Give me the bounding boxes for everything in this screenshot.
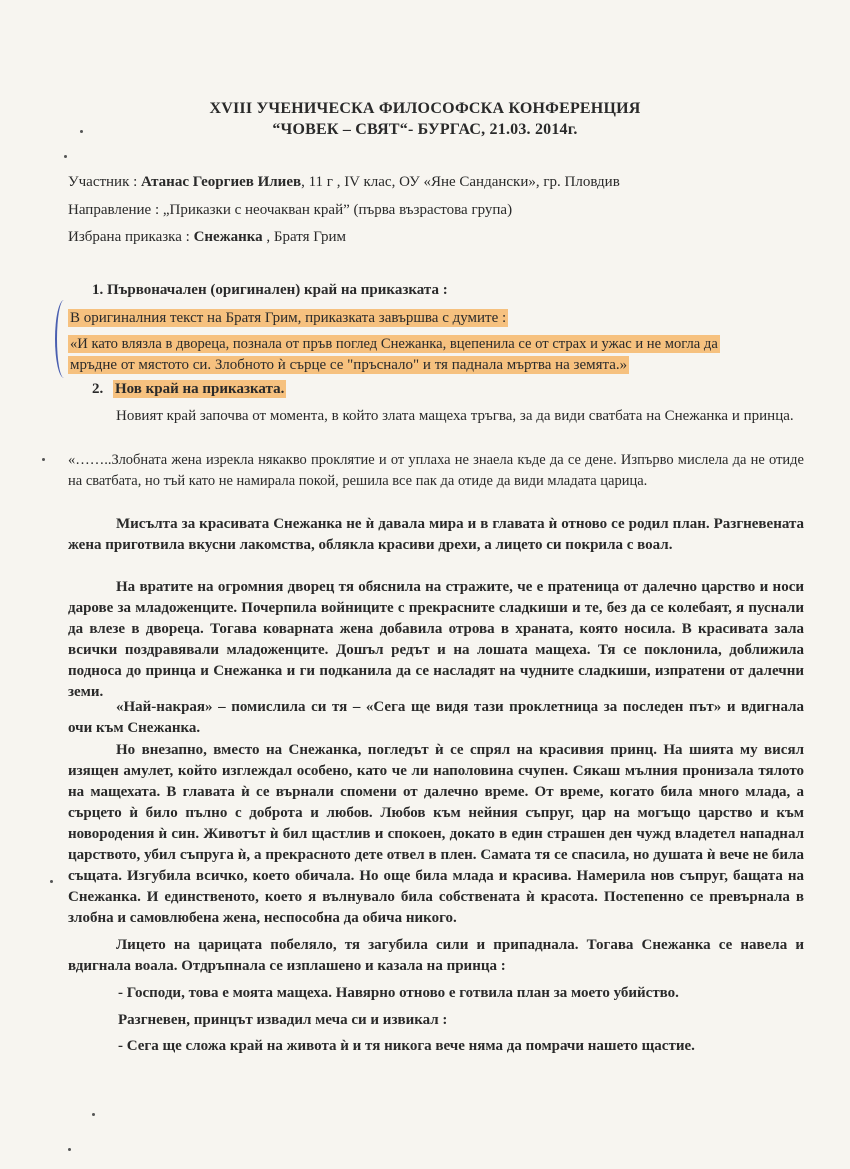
participant-line <box>68 174 620 191</box>
conference-title: XVIII УЧЕНИЧЕСКА ФИЛОСОФСКА КОНФЕРЕНЦИЯ <box>209 100 641 117</box>
section1-heading: 1. Първоначален (оригинален) край на приказката : <box>92 282 448 298</box>
original-quote-line2: мръдне от мястото си. Злобното ѝ сърце се "пръснало" и тя паднала мъртва на земята.» <box>70 357 628 373</box>
tale-label: Избрана приказка : <box>68 229 194 245</box>
tale-line <box>68 229 346 246</box>
paragraph-finally: «Най-накрая» – помислила си тя – «Сега ще видя тази проклетница за последен път» и вдигнала очи към Снежанка. <box>68 699 804 736</box>
section2-number: 2. <box>92 381 104 397</box>
paragraph-plan: Мисълта за красивата Снежанка не ѝ давала мира и в главата ѝ отново се родил план. Разгневената жена приготвила вкусни лакомства, облякла красиви дрехи, а лицето си покрила с воал. <box>68 516 804 553</box>
dialog-prince-narration: Разгневен, принцът извадил меча си и извикал : <box>118 1012 448 1028</box>
direction-line <box>68 202 512 219</box>
conference-subtitle: “ЧОВЕК – СВЯТ“- БУРГАС, 21.03. 2014г. <box>272 121 578 138</box>
section2-heading <box>92 381 286 398</box>
scan-speck <box>42 458 45 461</box>
dialog-snow-white: - Господи, това е моята мащеха. Навярно отново е готвила план за моето убийство. <box>118 985 679 1001</box>
original-quote-line1: «И като влязла в двореца, познала от пръв поглед Снежанка, вцепенила се от страх и ужас и не могла да <box>70 336 718 352</box>
section2-title: Нов край на приказката. <box>115 381 285 397</box>
dialog-prince: - Сега ще сложа край на живота ѝ и тя никога вече няма да помрачи нашето щастие. <box>118 1038 695 1054</box>
tale-author: , Братя Грим <box>262 229 347 245</box>
paragraph-amulet: Но внезапно, вместо на Снежанка, погледът ѝ се спрял на красивия принц. На шията му висял изящен амулет, който изглеждал особено, като че ли наполовина счупен. Сякаш мълния пронизала тялото на мащехата. В главата ѝ се върнали спомени от далечно време. От време, когато била много млада, а сърцето ѝ било пълно с доброта и любов. Любов към нейния съпруг, цар на могъщо царство и към новородения ѝ син. Животът ѝ бил щастлив и спокоен, докато в един страшен ден чужд владетел нападнал царството, убил съпруга ѝ, а прекрасното дете отвел в плен. Самата тя се спасила, но душата ѝ вече не била същата. Изгубила всичко, което обичала. Но още била млада и красива. Намерила нов съпруг, бащата на Снежанка. И единственото, което я вълнувало била собствената ѝ красота. Постепенно се превърнала в злобна и самовлюбена жена, неспособна да обича никого. <box>68 742 804 926</box>
participant-details: , 11 г , IV клас, ОУ «Яне Сандански», гр. Пловдив <box>301 174 620 190</box>
scan-speck <box>50 880 53 883</box>
scan-speck <box>64 155 67 158</box>
highlighted-intro: В оригиналния текст на Братя Грим, приказката завършва с думите : <box>70 310 507 326</box>
tale-name: Снежанка <box>193 229 263 245</box>
participant-label: Участник : <box>68 174 142 190</box>
participant-name: Атанас Георгиев Илиев <box>141 174 302 190</box>
paragraph-palace: На вратите на огромния дворец тя обяснила на стражите, че е пратеница от далечно царство и носи дарове за младоженците. Почерпила войниците с прекрасните сладкиши и те, без да се колебаят, я пуснали да влезе в двореца. Тогава коварната жена добавила отрова в храната, която носила. В красивата зала всички поздравявали младоженците. Дошъл редът и на лошата мащеха. Тя се поклонила, доближила подноса до принца и Снежанка и ги подканила да се насладят на чудните сладкиши, изпратени от далечни земи. <box>68 579 804 700</box>
section1-intro <box>68 308 808 329</box>
paragraph-curse: «……..Злобната жена изрекла някакво проклятие и от уплаха не знаела къде да се дене. Изпърво мислела да не отиде на сватбата, но тъй като не намирала покой, решила все пак да отиде да види младата царица. <box>68 452 804 489</box>
direction-value: „Приказки с неочакван край” (първа възрастова група) <box>162 202 513 218</box>
paragraph-intro: Новият край започва от момента, в който злата мащеха тръгва, за да види сватбата на Снежанка и принца. <box>116 408 794 424</box>
scan-speck <box>80 130 83 133</box>
scan-speck <box>68 1148 71 1151</box>
scan-speck <box>92 1113 95 1116</box>
paragraph-faint: Лицето на царицата побеляло, тя загубила сили и припаднала. Тогава Снежанка се навела и вдигнала воала. Отдръпнала се изплашено и казала на принца : <box>68 937 804 974</box>
direction-label: Направление : <box>68 202 163 218</box>
